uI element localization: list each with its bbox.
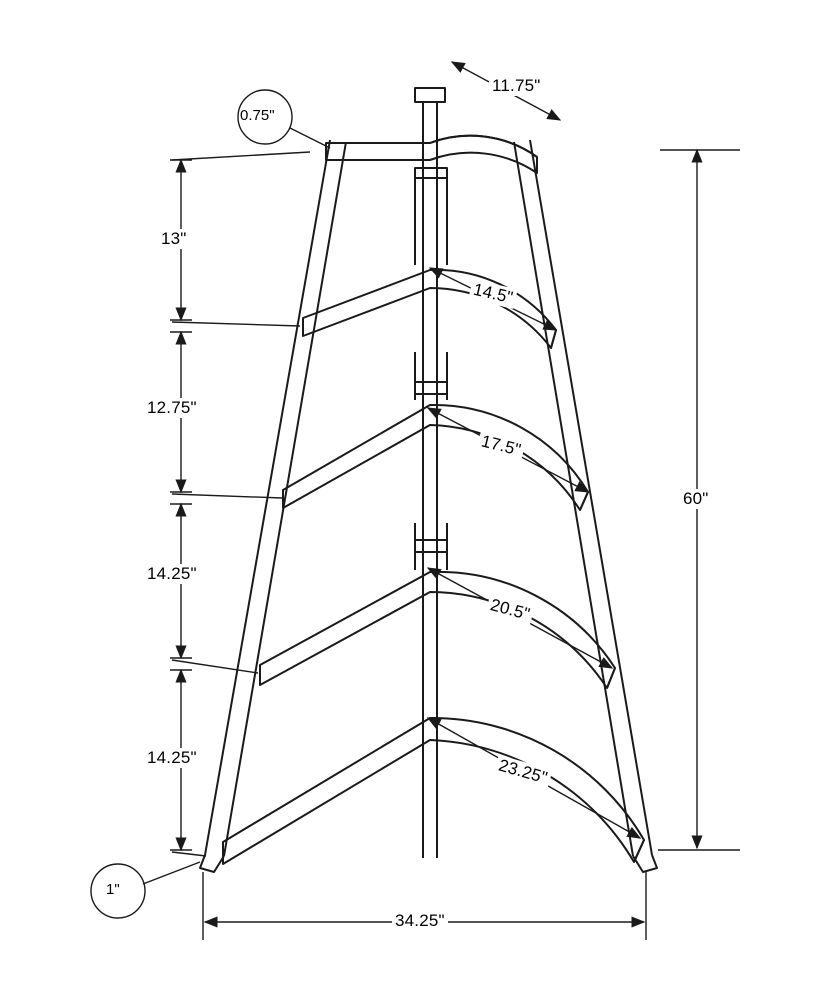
dim-shelf-2-depth: 14.5" — [468, 279, 517, 309]
dim-gap-4: 14.25" — [144, 748, 200, 768]
shelf-5 — [223, 718, 644, 864]
post-2-3 — [415, 352, 447, 400]
left-foot — [200, 855, 224, 872]
dim-gap-3: 14.25" — [144, 564, 200, 584]
dim-overall-width: 34.25" — [392, 911, 448, 931]
dim-shelf-4-depth: 20.5" — [485, 594, 535, 625]
post-1-2 — [415, 175, 447, 265]
post-3-4 — [415, 523, 447, 570]
dim-overall-height: 60" — [680, 489, 712, 509]
bookcase-body — [200, 88, 657, 872]
dim-gap-1: 13" — [158, 229, 190, 249]
dim-shelf-3-depth: 17.5" — [476, 431, 526, 462]
shelf-2 — [303, 270, 556, 348]
shelf-3 — [283, 405, 588, 510]
connector-3 — [415, 540, 447, 552]
right-leg — [514, 140, 652, 856]
dim-gap-2: 12.75" — [144, 398, 200, 418]
dim-top-depth: 11.75" — [489, 76, 544, 96]
connector-1 — [415, 168, 447, 178]
dim-shelf-5-depth: 23.25" — [493, 755, 552, 790]
leg-thickness-callout: 1" — [106, 881, 120, 898]
back-post — [423, 102, 437, 858]
shelf-thickness-callout: 0.75" — [240, 107, 275, 124]
top-cap — [415, 88, 445, 102]
connector-2 — [415, 382, 447, 394]
